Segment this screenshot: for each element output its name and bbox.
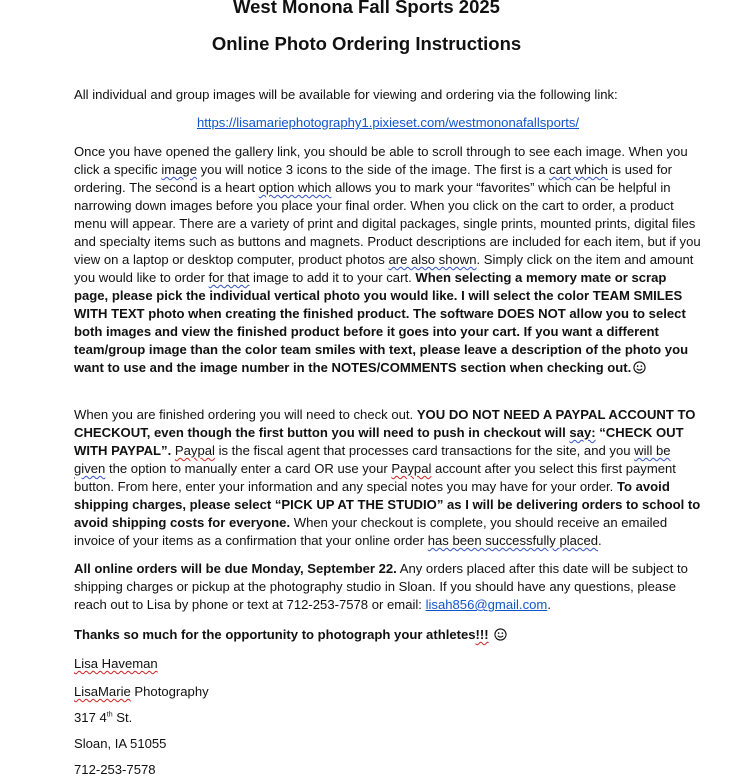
smiley-icon bbox=[633, 361, 646, 374]
thanks-line: Thanks so much for the opportunity to photograph your athletes!!! bbox=[74, 626, 702, 644]
intro-text: All individual and group images will be available for viewing and ordering via the following link: bbox=[74, 87, 618, 102]
paragraph-deadline: All online orders will be due Monday, September 22. Any orders placed after this date will be subject to shipping charges or pickup at the photography studio in Sloan. If you should have any questions, please reach out to Lisa by phone or text at 712-253-7578 or email: lisah856@gmail.com. bbox=[74, 561, 688, 612]
paragraph-checkout: When you are finished ordering you will need to check out. YOU DO NOT NEED A PAYPAL ACCOUNT TO CHECKOUT, even though the first button you will need to push in checkout will say: “CHECK OUT WITH PAYPAL”. Paypal is the fiscal agent that processes card transactions for the site, and you will be given the option to manually enter a card OR use your Paypal account after you select this first payment button. From here, enter your information and any special notes you may have for your order. To avoid shipping charges, please select “PICK UP AT THE STUDIO” as I will be delivering orders to school to avoid shipping costs for everyone. When your checkout is complete, you should receive an emailed invoice of your items as a confirmation that your online order has been successfully placed. bbox=[74, 407, 701, 548]
smiley-icon bbox=[494, 628, 507, 641]
paragraph-gallery-instructions: Once you have opened the gallery link, you should be able to scroll through to see each image. When you click a specific image you will notice 3 icons to the side of the image. The first is a cart which is used for ordering. The second is a heart option which allows you to mark your “favorites” which can be helpful in narrowing down images before you place your final order. When you click on the cart to order, a product menu will appear. There are a variety of print and digital packages, single prints, mounted prints, digital files and specialty items such as buttons and magnets. Product descriptions are included for each item, but if you view on a laptop or desktop computer, product photos are also shown. Simply click on the item and amount you would like to order for that image to add it to your cart. When selecting a memory mate or scrap page, please pick the individual vertical photo you would like. I will select the color TEAM SMILES WITH TEXT photo when creating the finished product. The software DOES NOT allow you to select both images and view the finished product before it goes into your cart. If you want a different team/group image than the color team smiles with text, please leave a description of the photo you want to use and the image number in the NOTES/COMMENTS section when checking out. bbox=[74, 144, 701, 375]
gallery-link[interactable]: https://lisamariephotography1.pixieset.com/westmononafallsports/ bbox=[196, 115, 580, 130]
email-link[interactable]: lisah856@gmail.com bbox=[425, 597, 548, 612]
document-subtitle: Online Photo Ordering Instructions bbox=[211, 33, 522, 54]
signature-street: 317 4th St. bbox=[74, 710, 133, 725]
signature-name: Lisa Haveman bbox=[74, 656, 158, 671]
intro-link-line bbox=[74, 114, 702, 132]
document-title: West Monona Fall Sports 2025 bbox=[233, 0, 500, 17]
signature-city: Sloan, IA 51055 bbox=[74, 736, 167, 751]
signature-phone: 712-253-7578 bbox=[74, 762, 156, 777]
signature-company: LisaMarie Photography bbox=[74, 684, 209, 699]
